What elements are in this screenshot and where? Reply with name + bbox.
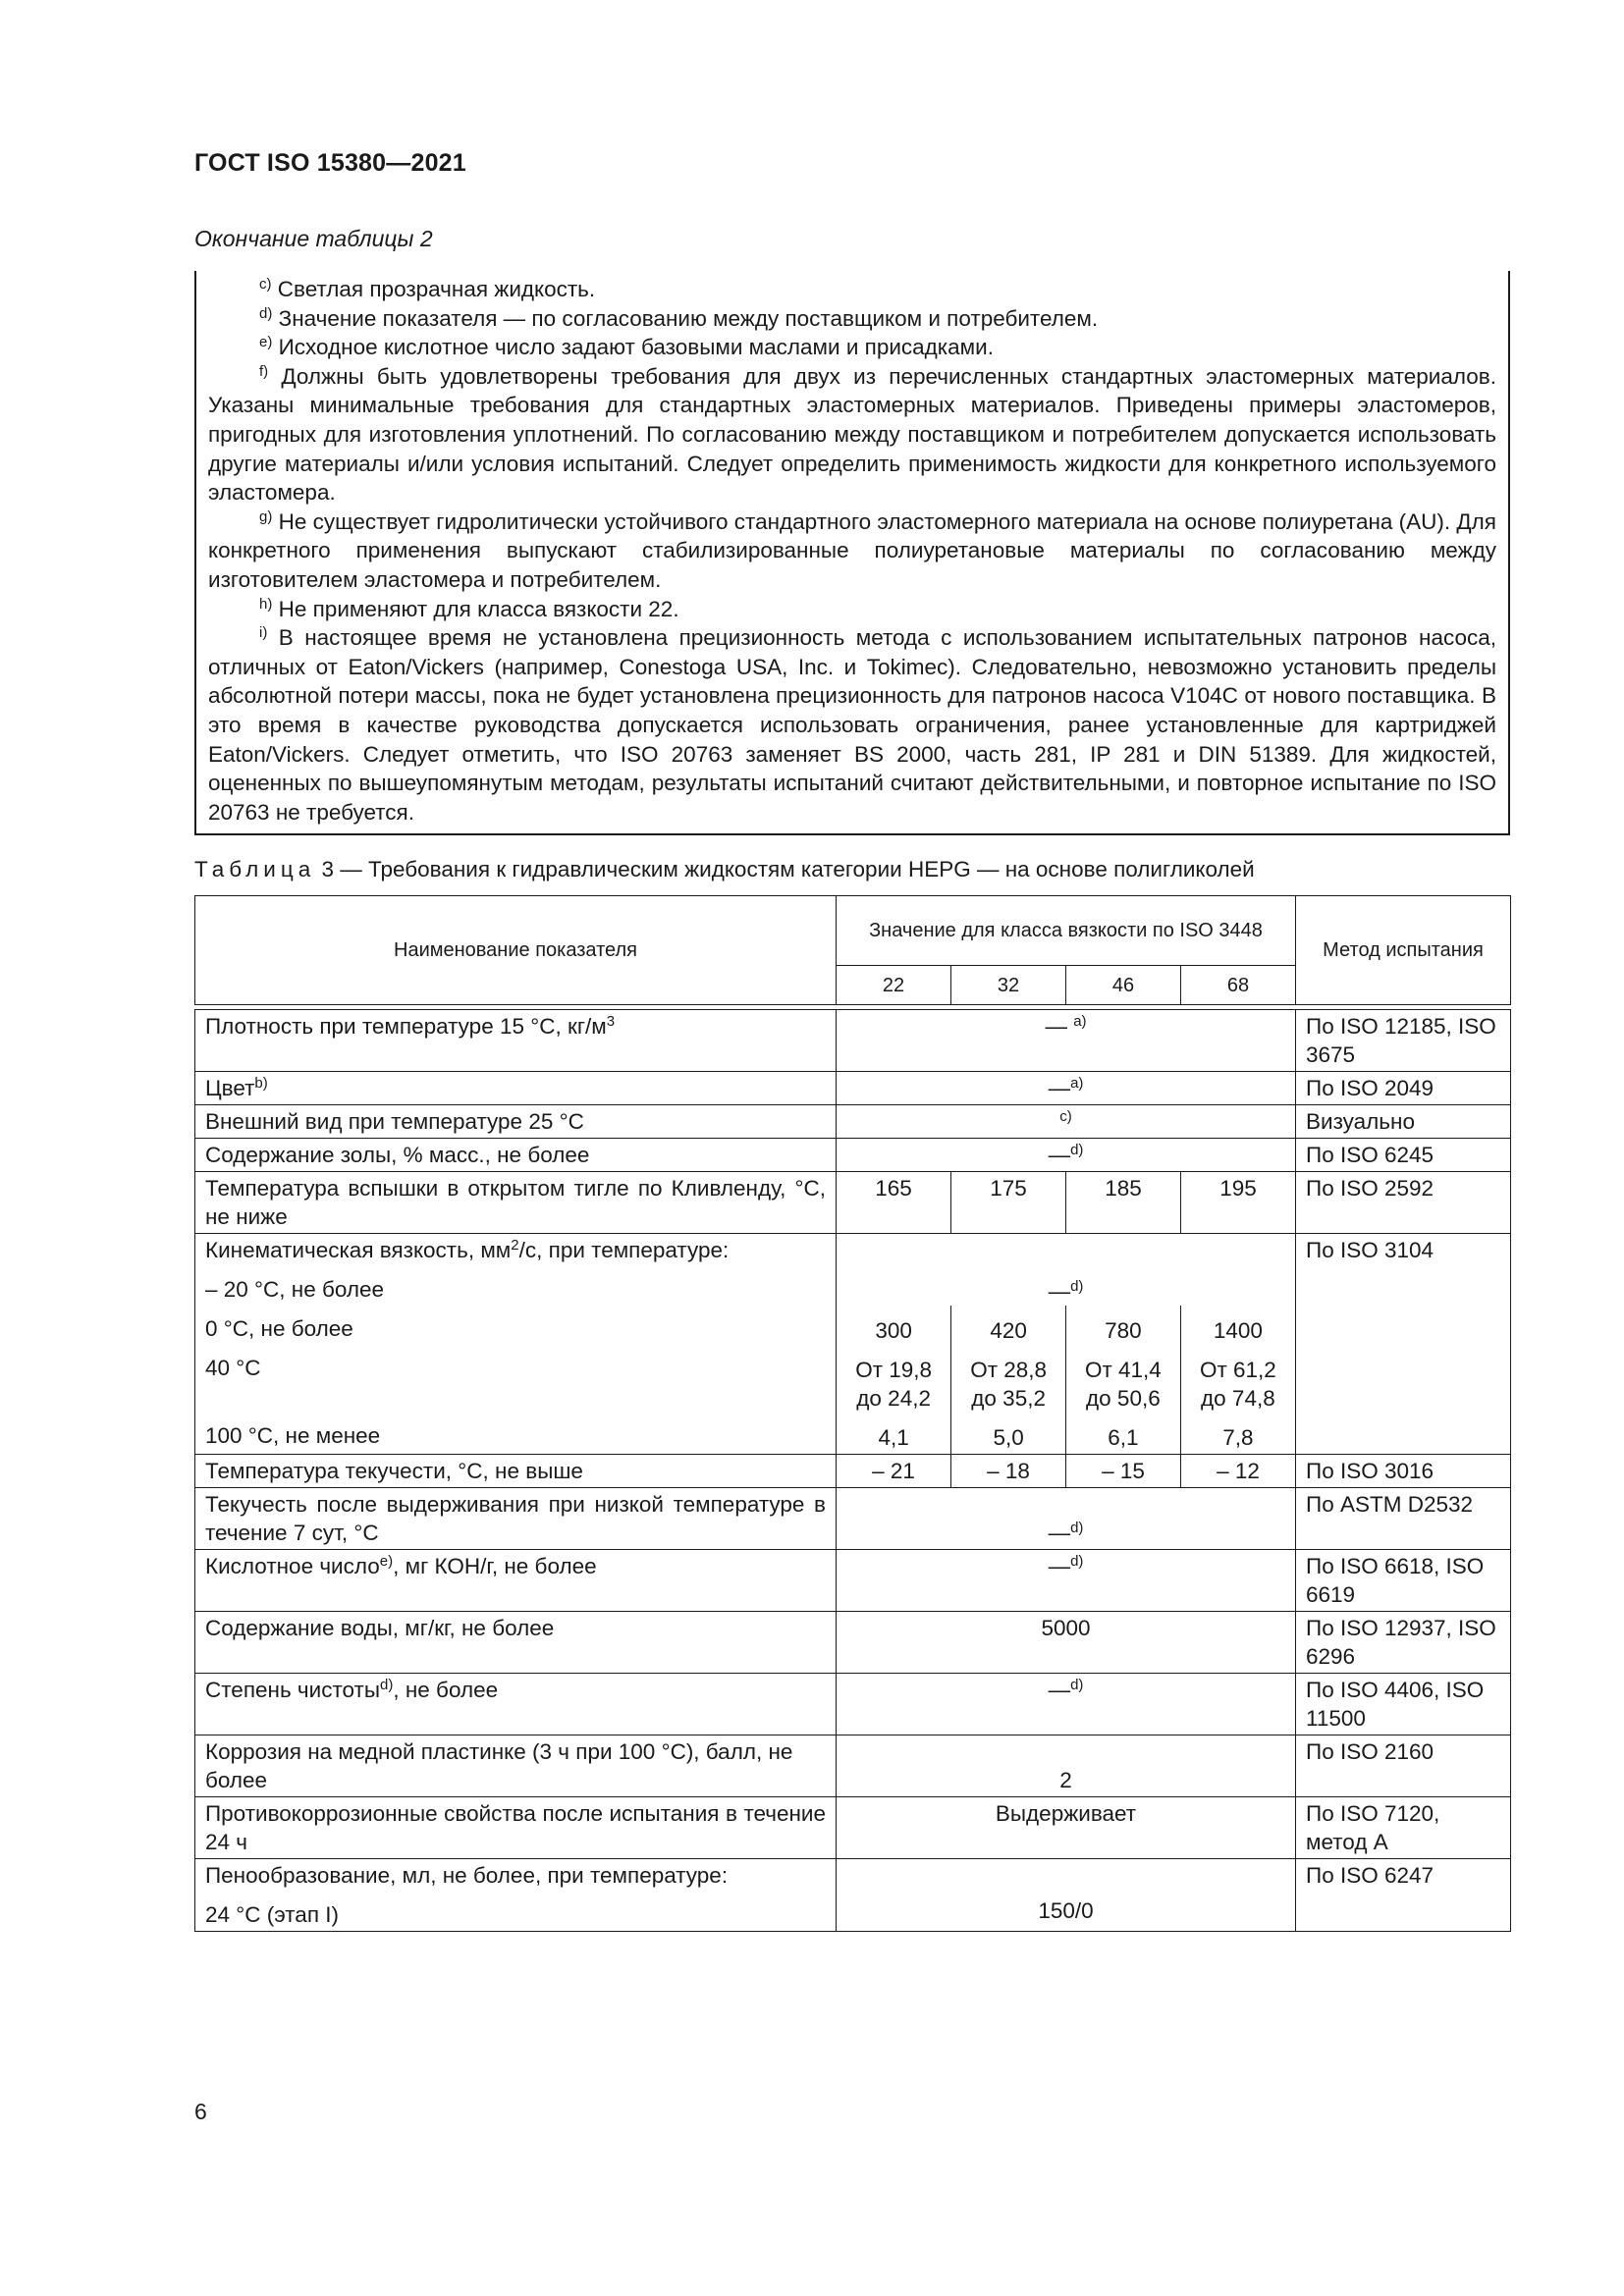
param-cell: Содержание воды, мг/кг, не более <box>195 1612 837 1674</box>
header-parameter-name: Наименование показателя <box>195 896 837 1005</box>
method-cell: По ISO 7120, метод А <box>1296 1797 1511 1859</box>
value-cell: 420 <box>951 1306 1066 1345</box>
param-cell: Цвет$^{b)}$ <box>195 1072 837 1105</box>
row-pour-point <box>195 1455 1511 1488</box>
row-copper-corrosion <box>195 1735 1511 1797</box>
param-cell: Пенообразование, мл, не более, при температуре: 24 °С (этап I) <box>195 1859 837 1932</box>
method-cell: По ISO 6247 <box>1296 1859 1511 1932</box>
table-caption-prefix: Таблица <box>194 857 316 881</box>
value-cell: Выдерживает <box>837 1797 1296 1859</box>
value-cell: —$^{d)}$ <box>837 1139 1296 1172</box>
value-cell: 2 <box>837 1735 1296 1797</box>
header-viscosity-class-values: Значение для класса вязкости по ISO 3448 <box>837 896 1296 966</box>
footnote-mark: d) <box>259 304 273 322</box>
table-continuation-label: Окончание таблицы 2 <box>194 226 433 251</box>
value-cell: 1400 <box>1213 1318 1263 1343</box>
value-cell: От 28,8 до 35,2 <box>951 1345 1066 1413</box>
method-cell: По ISO 2160 <box>1296 1735 1511 1797</box>
table-caption-title: 3 — Требования к гидравлическим жидкостям категории HEPG — на основе полигликолей <box>321 857 1255 881</box>
param-cell: Внешний вид при температуре 25 °С <box>195 1105 837 1139</box>
footnote-mark: f) <box>259 362 269 380</box>
row-density <box>195 1010 1511 1072</box>
footnote-d <box>208 304 1496 334</box>
footnote-text: Значение показателя — по согласованию между поставщиком и потребителем. <box>278 305 1099 331</box>
method-cell: По ISO 12937, ISO 6296 <box>1296 1612 1511 1674</box>
table-3 <box>194 895 1511 1932</box>
value-cell: 185 <box>1066 1172 1181 1234</box>
value-cell: — $^{a)}$ <box>837 1010 1296 1072</box>
method-cell: По ISO 12185, ISO 3675 <box>1296 1010 1511 1072</box>
value-cell: 175 <box>951 1172 1066 1234</box>
row-color <box>195 1072 1511 1105</box>
row-kinematic-viscosity <box>195 1234 1511 1455</box>
footnote-f <box>208 362 1496 507</box>
row-anticorrosion <box>195 1797 1511 1859</box>
value-cell: – 15 <box>1066 1455 1181 1488</box>
method-cell: По ISO 6245 <box>1296 1139 1511 1172</box>
method-cell: По ISO 4406, ISO 11500 <box>1296 1674 1511 1735</box>
header-class-46: 46 <box>1066 966 1181 1005</box>
footnote-mark: e) <box>259 334 273 351</box>
value-cell: 780 <box>1066 1306 1181 1345</box>
param-cell: Степень чистоты$^{d)}$, не более <box>195 1674 837 1735</box>
sub-label-0: 0 °С, не более <box>205 1316 353 1341</box>
footnote-h <box>208 595 1496 624</box>
value-cell: —$^{a)}$ <box>837 1072 1296 1105</box>
method-cell: По ASTM D2532 <box>1296 1488 1511 1550</box>
footnote-text: Исходное кислотное число задают базовыми маслами и присадками. <box>278 335 994 360</box>
row-water-content <box>195 1612 1511 1674</box>
value-cell: 150/0 <box>837 1859 1296 1932</box>
footnote-i <box>208 623 1496 827</box>
footnote-text: В настоящее время не установлена прецизионность метода с использованием испытательных патронов насоса, отличных от Eaton/Vickers (например, Conestoga USA, Inc. и Tokimec). Следовательно, невозможно установить пределы абсолютной потери массы, пока не будет установлена прецизионность для патронов насоса V104C от нового поставщика. В это время в качестве руководства допускается использовать ограничения, ранее установленные для картриджей Eaton/Vickers. Следует отметить, что ISO 20763 заменяет BS 2000, часть 281, IP 281 и DIN 51389. Для жидкостей, оцененных по вышеупомянутым методам, результаты испытаний считают действительными, и повторное испытание по ISO 20763 не требуется. <box>208 625 1496 825</box>
param-cell: Температура текучести, °С, не выше <box>195 1455 837 1488</box>
footnote-text: Светлая прозрачная жидкость. <box>277 277 596 301</box>
kinematic-values-block <box>837 1234 1296 1455</box>
footnote-text: Должны быть удовлетворены требования для двух из перечисленных стандартных эластомерных материалов. Указаны минимальные требования для стандартных эластомерных материалов. Приведены примеры эластомеров, пригодных для изготовления уплотнений. По согласованию между поставщиком и потребителем допускается использовать другие материалы и/или условия испытаний. Следует определить применимость жидкости для конкретного используемого эластомера. <box>208 363 1496 506</box>
value-cell: 300 <box>837 1306 951 1345</box>
value-cell: —$^{d)}$ <box>837 1674 1296 1735</box>
footnote-g <box>208 507 1496 595</box>
row-appearance <box>195 1105 1511 1139</box>
method-cell: Визуально <box>1296 1105 1511 1139</box>
value-cell: 195 <box>1181 1172 1296 1234</box>
sub-label-minus20: – 20 °С, не более <box>205 1277 385 1302</box>
row-low-temp-fluidity <box>195 1488 1511 1550</box>
sub-label-24: 24 °С (этап I) <box>205 1902 339 1927</box>
method-cell: По ISO 3104 <box>1296 1234 1511 1455</box>
footnote-mark: g) <box>259 507 273 525</box>
table-3-caption <box>194 857 1255 882</box>
value-cell: —$^{d)}$ <box>1048 1278 1084 1304</box>
row-foaming <box>195 1859 1511 1932</box>
value-cell: – 21 <box>837 1455 951 1488</box>
document-header: ГОСТ ISO 15380—2021 <box>194 149 466 177</box>
value-cell: c) <box>837 1105 1296 1139</box>
value-cell: 165 <box>837 1172 951 1234</box>
value-cell: 5000 <box>837 1612 1296 1674</box>
param-cell: Температура вспышки в открытом тигле по Кливленду, °С, не ниже <box>195 1172 837 1234</box>
method-cell: По ISO 3016 <box>1296 1455 1511 1488</box>
table-2-footnotes <box>194 271 1510 835</box>
value-cell: От 61,2 до 74,8 <box>1199 1358 1276 1411</box>
param-cell: Кислотное число$^{е)}$, мг КОН/г, не более <box>195 1550 837 1612</box>
sub-label-100: 100 °С, не менее <box>205 1423 381 1448</box>
footnote-mark: c) <box>259 276 272 293</box>
value-cell: 6,1 <box>1066 1413 1181 1454</box>
value-cell: —$^{d)}$ <box>837 1550 1296 1612</box>
value-cell: От 41,4 до 50,6 <box>1066 1345 1181 1413</box>
sub-label-40: 40 °С <box>205 1356 261 1380</box>
param-cell: Содержание золы, % масс., не более <box>195 1139 837 1172</box>
footnote-mark: h) <box>259 595 273 613</box>
page-number: 6 <box>194 2099 207 2124</box>
header-class-68: 68 <box>1181 966 1296 1005</box>
param-cell: Текучесть после выдерживания при низкой температуре в течение 7 сут, °С <box>195 1488 837 1550</box>
param-cell: Коррозия на медной пластинке (3 ч при 100 °С), балл, не более <box>195 1735 837 1797</box>
method-cell: По ISO 2592 <box>1296 1172 1511 1234</box>
method-cell: По ISO 2049 <box>1296 1072 1511 1105</box>
value-cell: – 18 <box>951 1455 1066 1488</box>
footnote-text: Не существует гидролитически устойчивого стандартного эластомерного материала на основе полиуретана (AU). Для конкретного применения выпускают стабилизированные полиуретановые материалы по согласованию между изготовителем эластомера и потребителем. <box>208 508 1496 592</box>
param-cell: Плотность при температуре 15 °С, $кг/м^3$ <box>195 1010 837 1072</box>
row-flash-point <box>195 1172 1511 1234</box>
footnote-mark: i) <box>259 624 268 642</box>
header-test-method: Метод испытания <box>1296 896 1511 1005</box>
footnote-text: Не применяют для класса вязкости 22. <box>278 596 679 621</box>
header-class-32: 32 <box>951 966 1066 1005</box>
footnote-c <box>208 275 1496 304</box>
method-cell: По ISO 6618, ISO 6619 <box>1296 1550 1511 1612</box>
footnote-e <box>208 333 1496 362</box>
param-cell: Противокоррозионные свойства после испытания в течение 24 ч <box>195 1797 837 1859</box>
value-cell: От 19,8 до 24,2 <box>837 1345 951 1413</box>
row-acid-number <box>195 1550 1511 1612</box>
value-cell: 4,1 <box>837 1413 951 1454</box>
value-cell: – 12 <box>1181 1455 1296 1488</box>
value-cell: —$^{d)}$ <box>837 1488 1296 1550</box>
value-cell: 5,0 <box>951 1413 1066 1454</box>
header-class-22: 22 <box>837 966 951 1005</box>
row-ash <box>195 1139 1511 1172</box>
param-cell: Кинематическая вязкость, $мм^2/с$, при температуре: – 20 °С, не более 0 °С, не более 40 °С 100 °С, не менее <box>195 1234 837 1455</box>
value-cell: 7,8 <box>1222 1425 1254 1450</box>
row-cleanliness <box>195 1674 1511 1735</box>
